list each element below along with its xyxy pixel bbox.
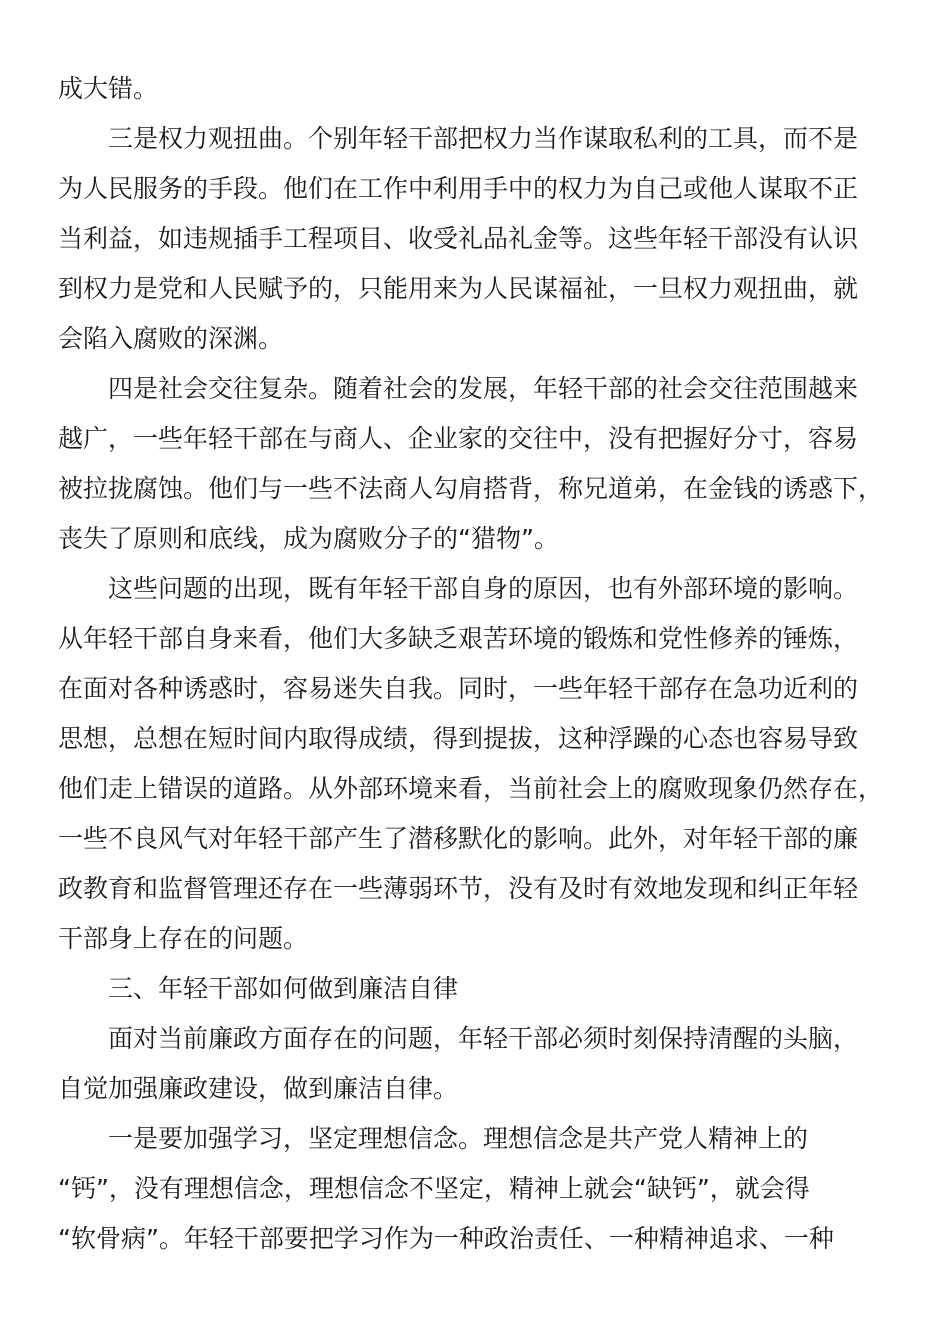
text-line: 成大错。 bbox=[58, 74, 159, 103]
text-line: 一是要加强学习，坚定理想信念。理想信念是共产党人精神上的 bbox=[108, 1124, 809, 1153]
text-line: 一些不良风气对年轻干部产生了潜移默化的影响。此外，对年轻干部的廉 bbox=[58, 824, 859, 853]
text-line: “钙”，没有理想信念，理想信念不坚定，精神上就会“缺钙”，就会得 bbox=[58, 1174, 810, 1203]
text-line: “软骨病”。年轻干部要把学习作为一种政治责任、一种精神追求、一种 bbox=[58, 1224, 834, 1253]
text-line: 会陷入腐败的深渊。 bbox=[58, 324, 284, 353]
text-line: 面对当前廉政方面存在的问题，年轻干部必须时刻保持清醒的头脑， bbox=[108, 1024, 859, 1053]
text-line: 干部身上存在的问题。 bbox=[58, 924, 309, 953]
text-line: 四是社会交往复杂。随着社会的发展，年轻干部的社会交往范围越来 bbox=[108, 374, 859, 403]
text-line: 丧失了原则和底线，成为腐败分子的“猎物”。 bbox=[58, 524, 559, 553]
text-line: 为人民服务的手段。他们在工作中利用手中的权力为自己或他人谋取不正 bbox=[58, 174, 859, 203]
section-heading: 三、年轻干部如何做到廉洁自律 bbox=[108, 974, 459, 1003]
text-line: 被拉拢腐蚀。他们与一些不法商人勾肩搭背，称兄道弟，在金钱的诱惑下， bbox=[58, 474, 884, 503]
text-line: 三是权力观扭曲。个别年轻干部把权力当作谋取私利的工具，而不是 bbox=[108, 124, 859, 153]
text-line: 在面对各种诱惑时，容易迷失自我。同时，一些年轻干部存在急功近利的 bbox=[58, 674, 859, 703]
text-line: 当利益，如违规插手工程项目、收受礼品礼金等。这些年轻干部没有认识 bbox=[58, 224, 859, 253]
text-line: 越广，一些年轻干部在与商人、企业家的交往中，没有把握好分寸，容易 bbox=[58, 424, 859, 453]
text-line: 他们走上错误的道路。从外部环境来看，当前社会上的腐败现象仍然存在， bbox=[58, 774, 884, 803]
text-line: 思想，总想在短时间内取得成绩，得到提拔，这种浮躁的心态也容易导致 bbox=[58, 724, 859, 753]
text-line: 政教育和监督管理还存在一些薄弱环节，没有及时有效地发现和纠正年轻 bbox=[58, 874, 859, 903]
text-line: 自觉加强廉政建设，做到廉洁自律。 bbox=[58, 1074, 459, 1103]
text-line: 这些问题的出现，既有年轻干部自身的原因，也有外部环境的影响。 bbox=[108, 574, 859, 603]
text-line: 从年轻干部自身来看，他们大多缺乏艰苦环境的锻炼和党性修养的锤炼， bbox=[58, 624, 859, 653]
text-line: 到权力是党和人民赋予的，只能用来为人民谋福祉，一旦权力观扭曲，就 bbox=[58, 274, 859, 303]
